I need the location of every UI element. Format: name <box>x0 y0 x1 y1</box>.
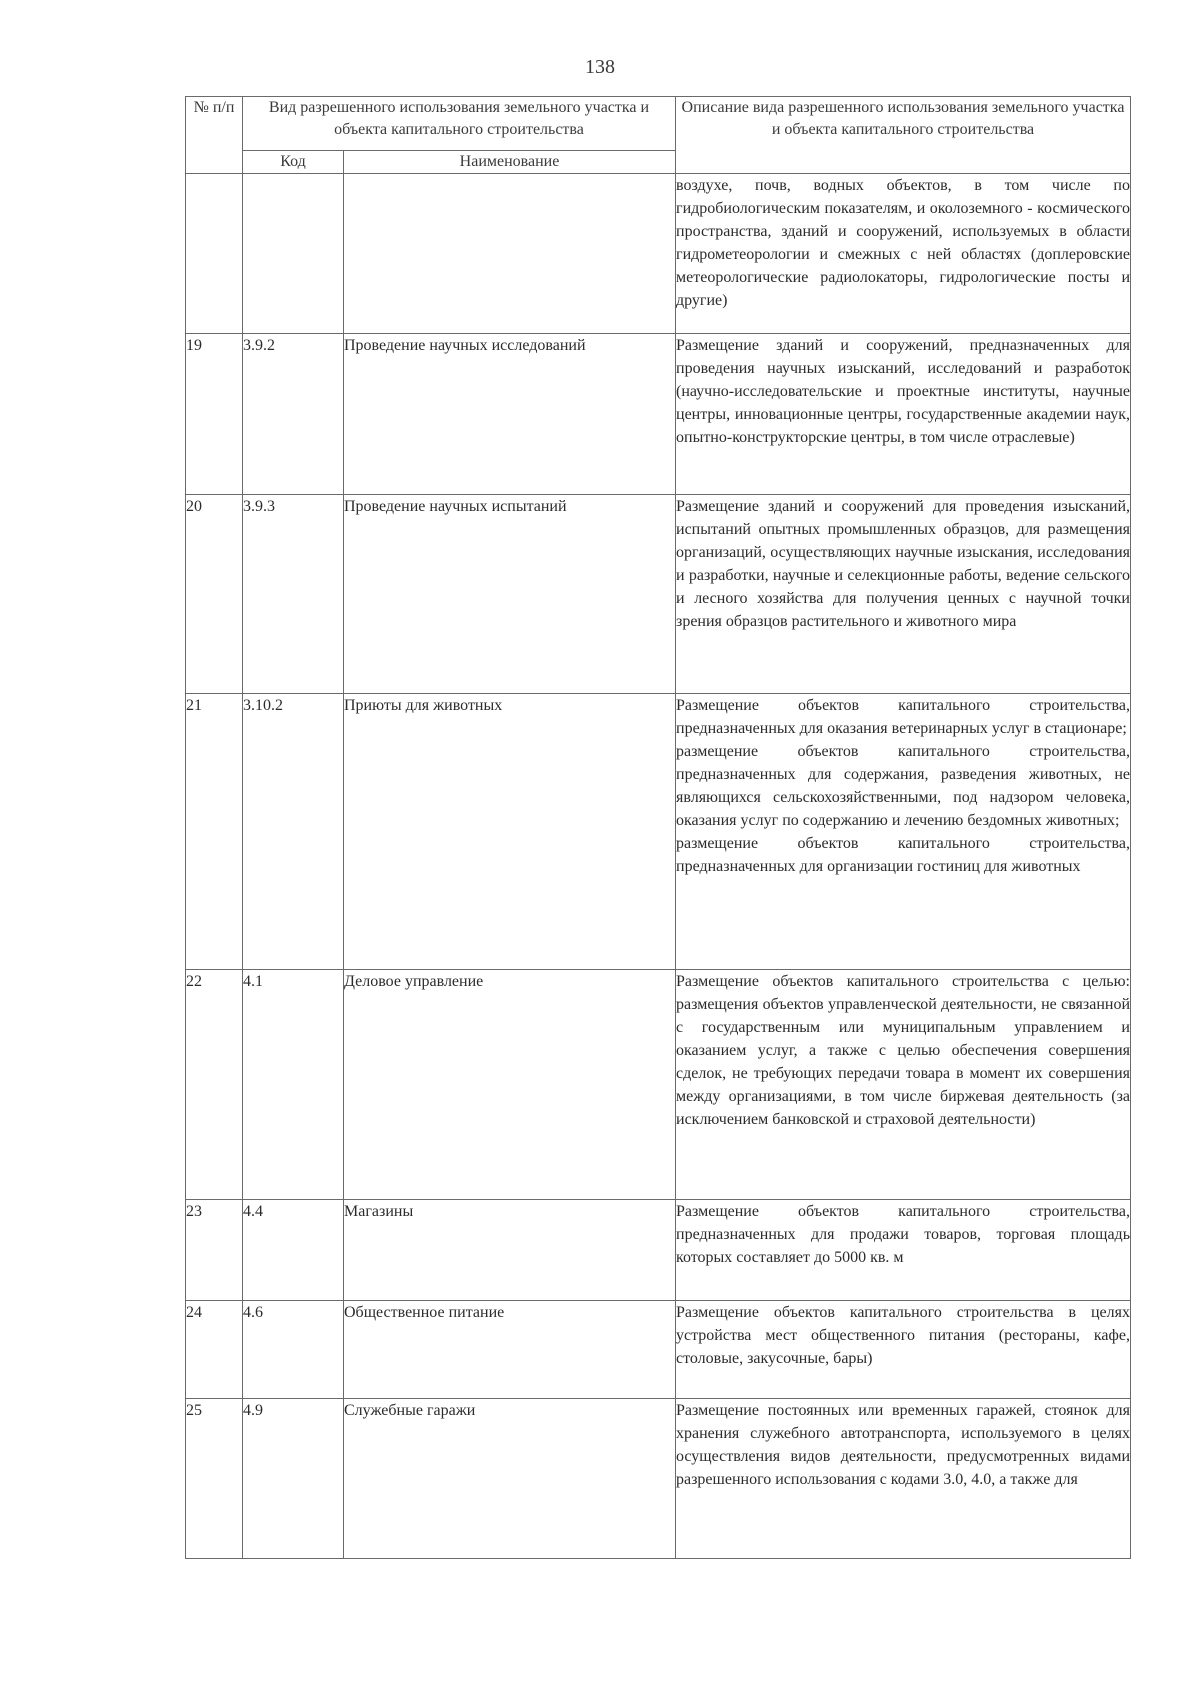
table-cell-number: 24 <box>186 1301 243 1399</box>
table-cell-number: 19 <box>186 334 243 495</box>
table-cell-number: 25 <box>186 1399 243 1559</box>
table-row <box>186 1301 1131 1399</box>
table-cell-description <box>676 334 1131 495</box>
description-paragraph: Размещение постоянных или временных гаражей, стоянок для хранения служебного автотранспорта, используемого в целях осуществления видов деятельности, предусмотренных видами разрешенного использования с кодами 3.0, 4.0, а также для <box>676 1402 1130 1488</box>
table-row-continuation <box>186 174 1131 334</box>
table-cell-code: 4.1 <box>243 970 344 1200</box>
description-paragraph: Размещение зданий и сооружений для проведения изысканий, испытаний опытных промышленных образцов, для размещения организаций, осуществляющих научные изыскания, исследования и разработки, научные и селекционные работы, ведение сельского и лесного хозяйства для получения ценных с научной точки зрения образцов растительного и животного мира <box>676 498 1130 630</box>
table-cell-code: 4.9 <box>243 1399 344 1559</box>
table-row <box>186 694 1131 970</box>
table-row <box>186 1200 1131 1301</box>
table-cell-number <box>186 174 243 334</box>
header-name: Наименование <box>344 151 676 174</box>
table-cell-description <box>676 1200 1131 1301</box>
table-cell-number: 22 <box>186 970 243 1200</box>
table-cell-name: Общественное питание <box>344 1301 676 1399</box>
table-cell-code: 3.9.3 <box>243 495 344 694</box>
table-cell-code: 3.9.2 <box>243 334 344 495</box>
table-cell-name: Деловое управление <box>344 970 676 1200</box>
table-cell-number: 23 <box>186 1200 243 1301</box>
header-number: № п/п <box>186 97 243 174</box>
table-cell-number: 21 <box>186 694 243 970</box>
table-cell-description <box>676 1301 1131 1399</box>
table-cell-description <box>676 174 1131 334</box>
land-use-table <box>185 96 1131 1559</box>
table-cell-code: 3.10.2 <box>243 694 344 970</box>
table-row <box>186 334 1131 495</box>
header-description: Описание вида разрешенного использования земельного участка и объекта капитального строительства <box>676 97 1131 174</box>
table-cell-code <box>243 174 344 334</box>
description-paragraph: Размещение объектов капитального строительства, предназначенных для продажи товаров, торговая площадь которых составляет до 5000 кв. м <box>676 1203 1130 1266</box>
header-code: Код <box>243 151 344 174</box>
table-cell-name: Проведение научных исследований <box>344 334 676 495</box>
table-cell-name: Магазины <box>344 1200 676 1301</box>
table-cell-description <box>676 694 1131 970</box>
table-cell-code: 4.4 <box>243 1200 344 1301</box>
table-cell-description <box>676 495 1131 694</box>
table-cell-name: Служебные гаражи <box>344 1399 676 1559</box>
header-use-type: Вид разрешенного использования земельного участка и объекта капитального строительства <box>243 97 676 151</box>
table-cell-name <box>344 174 676 334</box>
description-paragraph: размещение объектов капитального строительства, предназначенных для содержания, разведения животных, не являющихся сельскохозяйственными, под надзором человека, оказания услуг по содержанию и лечению бездомных животных; <box>676 743 1130 829</box>
table-row <box>186 1399 1131 1559</box>
description-paragraph: Размещение объектов капитального строительства с целью: размещения объектов управленческой деятельности, не связанной с государственным или муниципальным управлением и оказанием услуг, а также с целью обеспечения совершения сделок, не требующих передачи товара в момент их совершения между организациями, в том числе биржевая деятельность (за исключением банковской и страховой деятельности) <box>676 973 1130 1128</box>
table-cell-description <box>676 970 1131 1200</box>
table-cell-description <box>676 1399 1131 1559</box>
table-row <box>186 970 1131 1200</box>
table-cell-number: 20 <box>186 495 243 694</box>
description-paragraph: размещение объектов капитального строительства, предназначенных для организации гостиниц для животных <box>676 835 1130 875</box>
description-paragraph: Размещение объектов капитального строительства, предназначенных для оказания ветеринарных услуг в стационаре; <box>676 697 1130 737</box>
description-paragraph: Размещение зданий и сооружений, предназначенных для проведения научных изысканий, исследований и разработок (научно-исследовательские и проектные институты, научные центры, инновационные центры, государственные академии наук, опытно-конструкторские центры, в том числе отраслевые) <box>676 337 1130 446</box>
description-text: воздухе, почв, водных объектов, в том числе по гидробиологическим показателям, и околоземного - космического пространства, зданий и сооружений, используемых в области гидрометеорологии и смежных с ней областях (доплеровские метеорологические радиолокаторы, гидрологические посты и другие) <box>676 177 1130 309</box>
table-body <box>186 174 1131 1559</box>
description-paragraph: Размещение объектов капитального строительства в целях устройства мест общественного питания (рестораны, кафе, столовые, закусочные, бары) <box>676 1304 1130 1367</box>
table-cell-code: 4.6 <box>243 1301 344 1399</box>
table-cell-name: Проведение научных испытаний <box>344 495 676 694</box>
page-number: 138 <box>585 56 615 78</box>
table-row <box>186 495 1131 694</box>
table-cell-name: Приюты для животных <box>344 694 676 970</box>
